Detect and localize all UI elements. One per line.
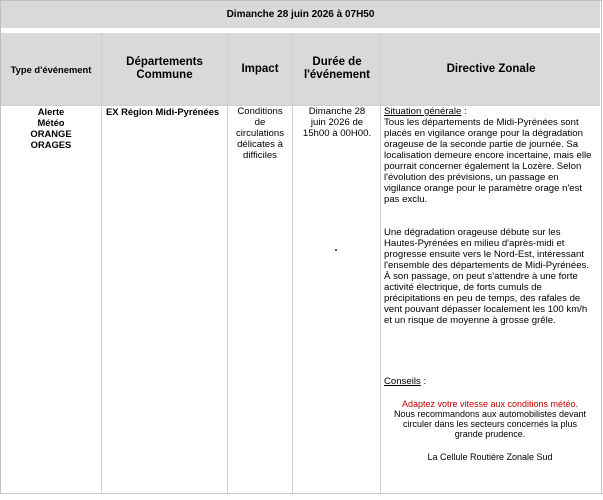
event-type-line: Météo — [37, 117, 65, 128]
forecast-paragraph: Une dégradation orageuse débute sur les Hautes-Pyrénées en milieu d'après-midi et progresse ensuite vers le Nord-Est, intéressant l'ensemble des départements de Midi-Pyrénées. À son passage, on peut s'attendre à une forte activité électrique, de forts cumuls de précipitations en peu de temps, des rafales de vent pouvant dépasser localement les 100 km/h et un risque de moyenne à grosse grêle. — [384, 227, 590, 326]
situation-colon: : — [461, 106, 467, 117]
impact-line: délicates à — [237, 139, 283, 150]
directive-cell — [384, 106, 596, 463]
conseils-label: Conseils — [384, 376, 421, 387]
signature: La Cellule Routière Zonale Sud — [427, 452, 553, 462]
duration-line: juin 2026 de — [310, 117, 364, 128]
duration-cell — [296, 106, 378, 139]
departements-cell: EX Région Midi-Pyrénées — [106, 106, 220, 117]
advice-text: Nous recommandons aux automobilistes devant circuler dans les secteurs concernés la plus grande prudence. — [393, 409, 587, 439]
duration-line: 15h00 à 00H00. — [302, 128, 372, 139]
event-type-line: ORAGES — [30, 139, 72, 150]
advice-red-text: Adaptez votre vitesse aux conditions météo. — [401, 399, 579, 409]
event-type-line: Alerte — [37, 106, 65, 117]
impact-line: circulations — [236, 128, 284, 139]
duration-line: Dimanche 28 — [308, 106, 366, 117]
stray-dot — [335, 249, 337, 251]
situation-label: Situation générale — [384, 106, 462, 117]
impact-line: difficiles — [243, 150, 277, 161]
event-type-cell — [2, 106, 100, 150]
event-type-line: ORANGE — [30, 128, 72, 139]
situation-heading — [384, 106, 596, 117]
impact-line: Conditions — [237, 106, 283, 117]
column-divider — [292, 33, 293, 494]
header-departements: Départements Commune — [126, 56, 203, 81]
conseils-heading — [384, 376, 596, 387]
impact-line: de — [254, 117, 266, 128]
situation-paragraph: Tous les départements de Midi-Pyrénées sont placés en vigilance orange pour la dégradation orageuse de la seconde partie de journée. Sa localisation demeure encore incertaine, mais elle pourrait concerner également la Lozère. Selon l'évolution des prévisions, un passage en vigilance orange pour le paramètre orage n'est pas exclu. — [384, 117, 592, 205]
spacer — [384, 205, 596, 227]
spacer — [384, 439, 596, 452]
impact-cell — [229, 106, 291, 161]
column-divider — [227, 33, 228, 494]
header-impact: Impact — [241, 63, 279, 75]
spacer — [384, 326, 596, 376]
bottom-rule — [0, 493, 603, 494]
conseils-colon: : — [420, 376, 427, 387]
table-header — [1, 33, 600, 105]
header-duree: Durée de l'événement — [303, 56, 370, 81]
header-type: Type d'événement — [10, 63, 92, 75]
column-divider — [101, 33, 102, 494]
date-banner: Dimanche 28 juin 2026 à 07H50 — [1, 1, 600, 28]
spacer — [384, 387, 596, 399]
column-divider — [380, 33, 381, 494]
header-directive: Directive Zonale — [446, 63, 536, 75]
